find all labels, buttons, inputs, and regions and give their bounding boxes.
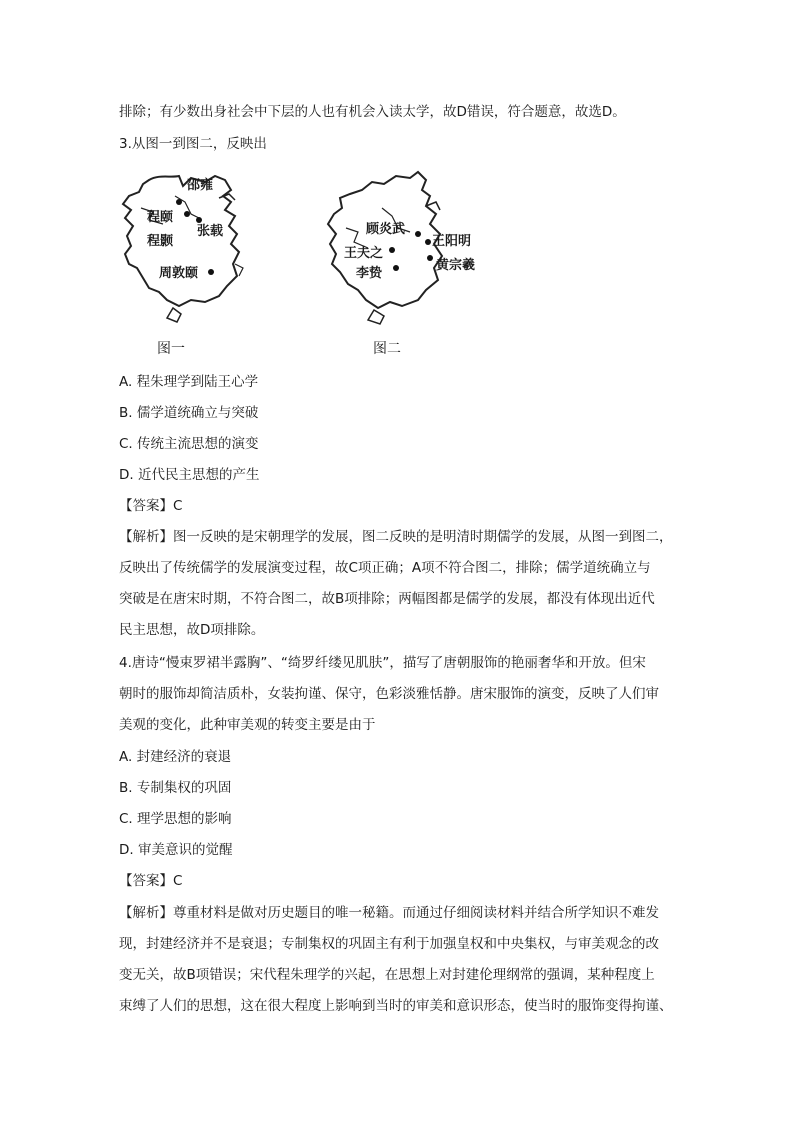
location-dot — [415, 231, 421, 237]
option-d: D. 近代民主思想的产生 — [119, 467, 260, 483]
map-label: 周敦颐 — [159, 266, 199, 281]
question-3-stem: 3.从图一到图二，反映出 — [119, 136, 267, 152]
map-label: 李贽 — [356, 266, 383, 281]
answer-label: 【答案】C — [119, 498, 183, 514]
analysis-line: 变无关，故B项错误；宋代程朱理学的兴起，在思想上对封建伦理纲常的强调，某种程度上 — [119, 967, 655, 983]
figure-caption: 图二 — [373, 341, 401, 357]
answer-label: 【答案】C — [119, 873, 183, 889]
map-label: 顾炎武 — [366, 222, 406, 237]
map-figure-2 — [322, 168, 502, 326]
map-label: 程颐 — [147, 210, 174, 225]
analysis-line: 民主思想，故D项排除。 — [119, 622, 265, 638]
map-label: 邵雍 — [187, 178, 214, 193]
location-dot — [425, 239, 431, 245]
location-dot — [176, 199, 182, 205]
option-b: B. 专制集权的巩固 — [119, 780, 232, 796]
figure-caption: 图一 — [157, 341, 185, 357]
location-dot — [389, 247, 395, 253]
location-dot — [184, 211, 190, 217]
question-4-stem: 美观的变化，此种审美观的转变主要是由于 — [119, 717, 376, 733]
option-d: D. 审美意识的觉醒 — [119, 842, 233, 858]
analysis-line: 【解析】图一反映的是宋朝理学的发展，图二反映的是明清时期儒学的发展，从图一到图二， — [119, 529, 673, 545]
map-label: 王阳明 — [432, 234, 472, 249]
location-dot — [208, 269, 214, 275]
analysis-line: 反映出了传统儒学的发展演变过程，故C项正确；A项不符合图二，排除；儒学道统确立与 — [119, 560, 651, 576]
analysis-line: 束缚了人们的思想，这在很大程度上影响到当时的审美和意识形态，使当时的服饰变得拘谨、 — [119, 998, 673, 1014]
location-dot — [393, 265, 399, 271]
option-c: C. 传统主流思想的演变 — [119, 436, 259, 452]
option-c: C. 理学思想的影响 — [119, 811, 232, 827]
option-b: B. 儒学道统确立与突破 — [119, 405, 259, 421]
location-dot — [427, 255, 433, 261]
analysis-line: 【解析】尊重材料是做对历史题目的唯一秘籍。而通过仔细阅读材料并结合所学知识不难发 — [119, 905, 659, 921]
question-4-stem: 朝时的服饰却简洁质朴，女装拘谨、保守，色彩淡雅恬静。唐宋服饰的演变，反映了人们审 — [119, 686, 659, 702]
option-a: A. 封建经济的衰退 — [119, 749, 232, 765]
option-a: A. 程朱理学到陆王心学 — [119, 374, 259, 390]
map-label: 黄宗羲 — [436, 258, 476, 273]
text-line: 排除；有少数出身社会中下层的人也有机会入读太学，故D错误，符合题意，故选D。 — [119, 104, 626, 120]
analysis-line: 突破是在唐宋时期，不符合图二，故B项排除；两幅图都是儒学的发展，都没有体现出近代 — [119, 591, 655, 607]
map-label: 程颢 — [147, 234, 174, 249]
map-label: 王夫之 — [344, 246, 384, 261]
analysis-line: 现，封建经济并不是衰退；专制集权的巩固主有利于加强皇权和中央集权，与审美观念的改 — [119, 936, 659, 952]
question-4-stem: 4.唐诗“慢束罗裙半露胸”、“绮罗纤缕见肌肤”，描写了唐朝服饰的艳丽奢华和开放。但宋 — [119, 655, 646, 671]
map-label: 张载 — [197, 224, 224, 239]
map-figure-1 — [119, 168, 259, 326]
